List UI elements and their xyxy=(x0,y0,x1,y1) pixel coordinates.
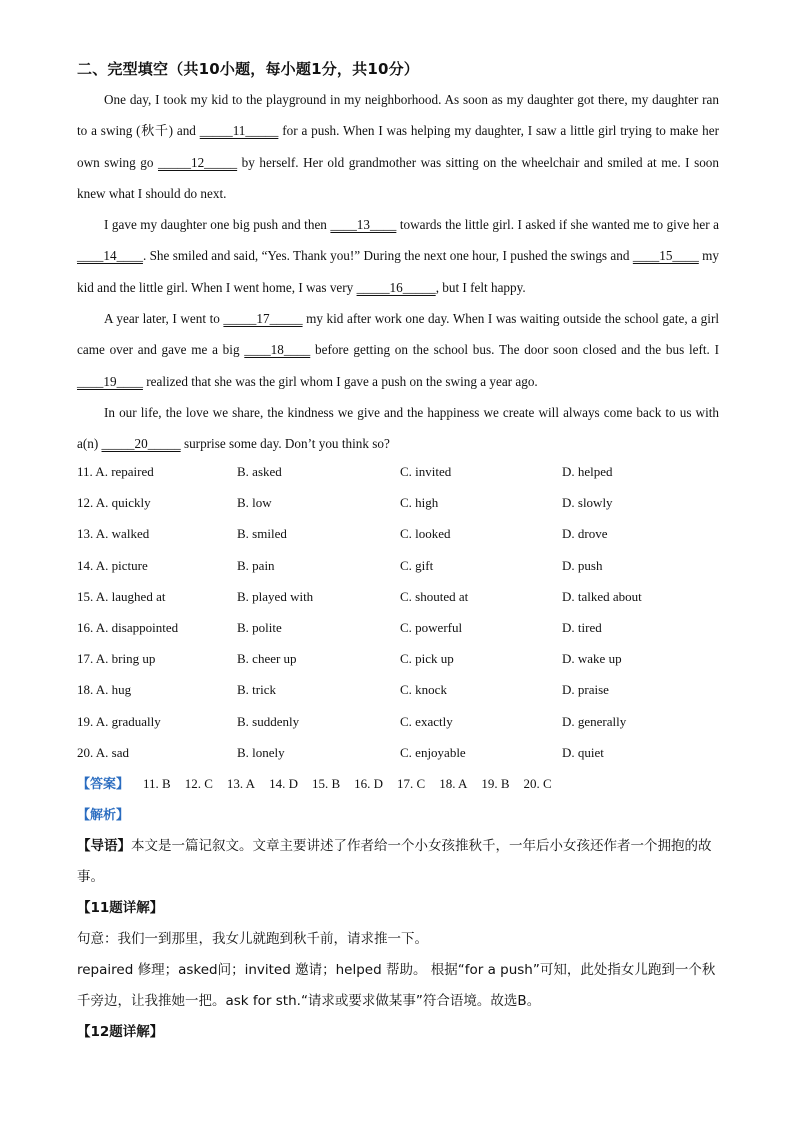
option-a: 11. A. repaired xyxy=(77,464,154,479)
passage-paragraph-1 xyxy=(77,84,719,209)
option-b: B. played with xyxy=(237,588,314,604)
option-row xyxy=(77,645,737,676)
option-d: D. tired xyxy=(562,619,602,635)
answer-item: 20. C xyxy=(523,776,552,791)
blank-14: ____14____ xyxy=(77,248,143,264)
passage-text: In our life, the love we share, the kindness we give and the happiness we create will always come back to us with a(n) xyxy=(77,404,719,452)
option-b: B. cheer up xyxy=(237,651,297,667)
option-b: B. lonely xyxy=(237,744,285,760)
option-d: D. drove xyxy=(562,526,608,542)
options-list xyxy=(77,458,737,770)
answer-tag: 【答案】 xyxy=(77,777,130,792)
option-c: C. enjoyable xyxy=(400,744,466,760)
answer-item: 17. C xyxy=(397,776,426,791)
answer-item: 13. A xyxy=(226,776,256,791)
passage-text: One day, I took my kid to the playground in my neighborhood. As soon as my daughter got there, my daughter ran to a swing (秋千) and xyxy=(77,92,719,139)
option-b: B. asked xyxy=(237,464,282,479)
option-d: D. slowly xyxy=(562,495,613,511)
option-d: D. push xyxy=(562,557,603,573)
option-d: D. generally xyxy=(562,713,627,729)
q12-title: 【12题详解】 xyxy=(77,1024,164,1040)
blank-11: _____11_____ xyxy=(199,123,279,139)
option-row xyxy=(77,520,737,551)
option-c: C. pick up xyxy=(400,651,454,667)
q11-title: 【11题详解】 xyxy=(77,900,164,916)
option-c: C. knock xyxy=(400,682,447,698)
passage-paragraph-3 xyxy=(77,303,719,397)
analysis-tag: 【解析】 xyxy=(77,808,130,823)
option-row xyxy=(77,708,737,739)
answer-item: 18. A xyxy=(439,776,468,791)
q11-meaning: 句意：我们一到那里，我女儿就跑到秋千前，请求推一下。 xyxy=(77,931,428,947)
option-a: 13. A. walked xyxy=(77,526,150,542)
answer-item: 16. D xyxy=(354,776,384,791)
passage-text: towards the little girl. I asked if she wanted me to give her a xyxy=(396,217,720,233)
passage-text: for a push. When I was helping my daughter, I saw a little girl trying to make her own swing go xyxy=(77,123,719,170)
option-a: 15. A. laughed at xyxy=(77,588,166,604)
passage-text: my kid and the little girl. When I went home, I was very xyxy=(77,248,719,295)
analysis-section xyxy=(77,800,719,1048)
passage-text: realized that she was the girl whom I gave a push on the swing a year ago. xyxy=(142,373,538,389)
option-row xyxy=(77,739,737,770)
passage-text: surprise some day. Don’t you think so? xyxy=(180,436,390,452)
option-d: D. quiet xyxy=(562,744,604,760)
blank-20: _____20_____ xyxy=(101,436,181,452)
option-row xyxy=(77,676,737,707)
option-row xyxy=(77,614,737,645)
intro-text: 本文是一篇记叙文。文章主要讲述了作者给一个小女孩推秋千，一年后小女孩还作者一个拥抱的故事。 xyxy=(77,838,712,885)
option-d: D. wake up xyxy=(562,651,622,667)
answer-item: 14. D xyxy=(269,776,298,791)
passage-paragraph-4 xyxy=(77,397,719,460)
option-row xyxy=(77,552,737,583)
intro-paragraph xyxy=(77,831,719,893)
option-a: 19. A. gradually xyxy=(77,713,161,729)
option-c: C. high xyxy=(400,495,439,511)
option-a: 18. A. hug xyxy=(77,682,132,698)
answer-item: 19. B xyxy=(481,776,510,791)
passage-text: A year later, I went to xyxy=(104,311,224,327)
option-a: 16. A. disappointed xyxy=(77,619,179,635)
option-a: 20. A. sad xyxy=(77,744,129,760)
blank-18: ____18____ xyxy=(244,342,311,358)
option-d: D. talked about xyxy=(562,588,642,604)
answer-item: 12. C xyxy=(184,776,213,791)
option-a: 12. A. quickly xyxy=(77,495,151,511)
blank-12: _____12_____ xyxy=(158,154,238,170)
option-b: B. polite xyxy=(237,619,282,635)
answer-key xyxy=(77,773,552,792)
passage-text: , but I felt happy. xyxy=(435,279,526,295)
passage-text: I gave my daughter one big push and then xyxy=(104,217,331,233)
passage-text: by herself. Her old grandmother was sitting on the wheelchair and smiled at me. I soon knew what I should do next. xyxy=(77,154,719,201)
cloze-passage xyxy=(77,84,719,460)
option-b: B. trick xyxy=(237,682,276,698)
option-c: C. invited xyxy=(400,464,452,479)
answer-item: 11. B xyxy=(143,776,171,791)
option-d: D. praise xyxy=(562,682,609,698)
section-heading: 二、完型填空（共10小题，每小题1分，共10分） xyxy=(77,60,419,78)
option-c: C. powerful xyxy=(400,619,463,635)
option-row xyxy=(77,489,737,520)
option-d: D. helped xyxy=(562,464,613,479)
option-c: C. exactly xyxy=(400,713,453,729)
option-b: B. low xyxy=(237,495,272,511)
q11-explanation: repaired 修理；asked问；invited 邀请；helped 帮助。 根据“for a push”可知，此处指女儿跑到一个秋千旁边，让我推她一把。ask for sth.“请求或要求做某事”符合语境。故选B。 xyxy=(77,962,716,1009)
blank-17: _____17_____ xyxy=(223,311,303,327)
blank-13: ____13____ xyxy=(330,217,397,233)
option-c: C. shouted at xyxy=(400,588,469,604)
answer-item: 15. B xyxy=(311,776,341,791)
passage-text: before getting on the school bus. The door soon closed and the bus left. I xyxy=(310,342,720,358)
blank-15: ____15____ xyxy=(632,248,699,264)
passage-paragraph-2 xyxy=(77,209,719,303)
passage-text: my kid after work one day. When I was waiting outside the school gate, a girl came over and gave me a big xyxy=(77,311,720,358)
option-a: 17. A. bring up xyxy=(77,651,156,667)
option-b: B. smiled xyxy=(237,526,287,542)
option-c: C. gift xyxy=(400,557,434,573)
blank-19: ____19____ xyxy=(77,373,143,389)
option-b: B. pain xyxy=(237,557,275,573)
option-row xyxy=(77,583,737,614)
passage-text: . She smiled and said, “Yes. Thank you!” During the next one hour, I pushed the swings and xyxy=(142,248,633,264)
blank-16: _____16_____ xyxy=(356,279,436,295)
option-row xyxy=(77,458,737,489)
intro-tag: 【导语】 xyxy=(77,838,131,854)
option-a: 14. A. picture xyxy=(77,557,148,573)
option-c: C. looked xyxy=(400,526,451,542)
option-b: B. suddenly xyxy=(237,713,300,729)
